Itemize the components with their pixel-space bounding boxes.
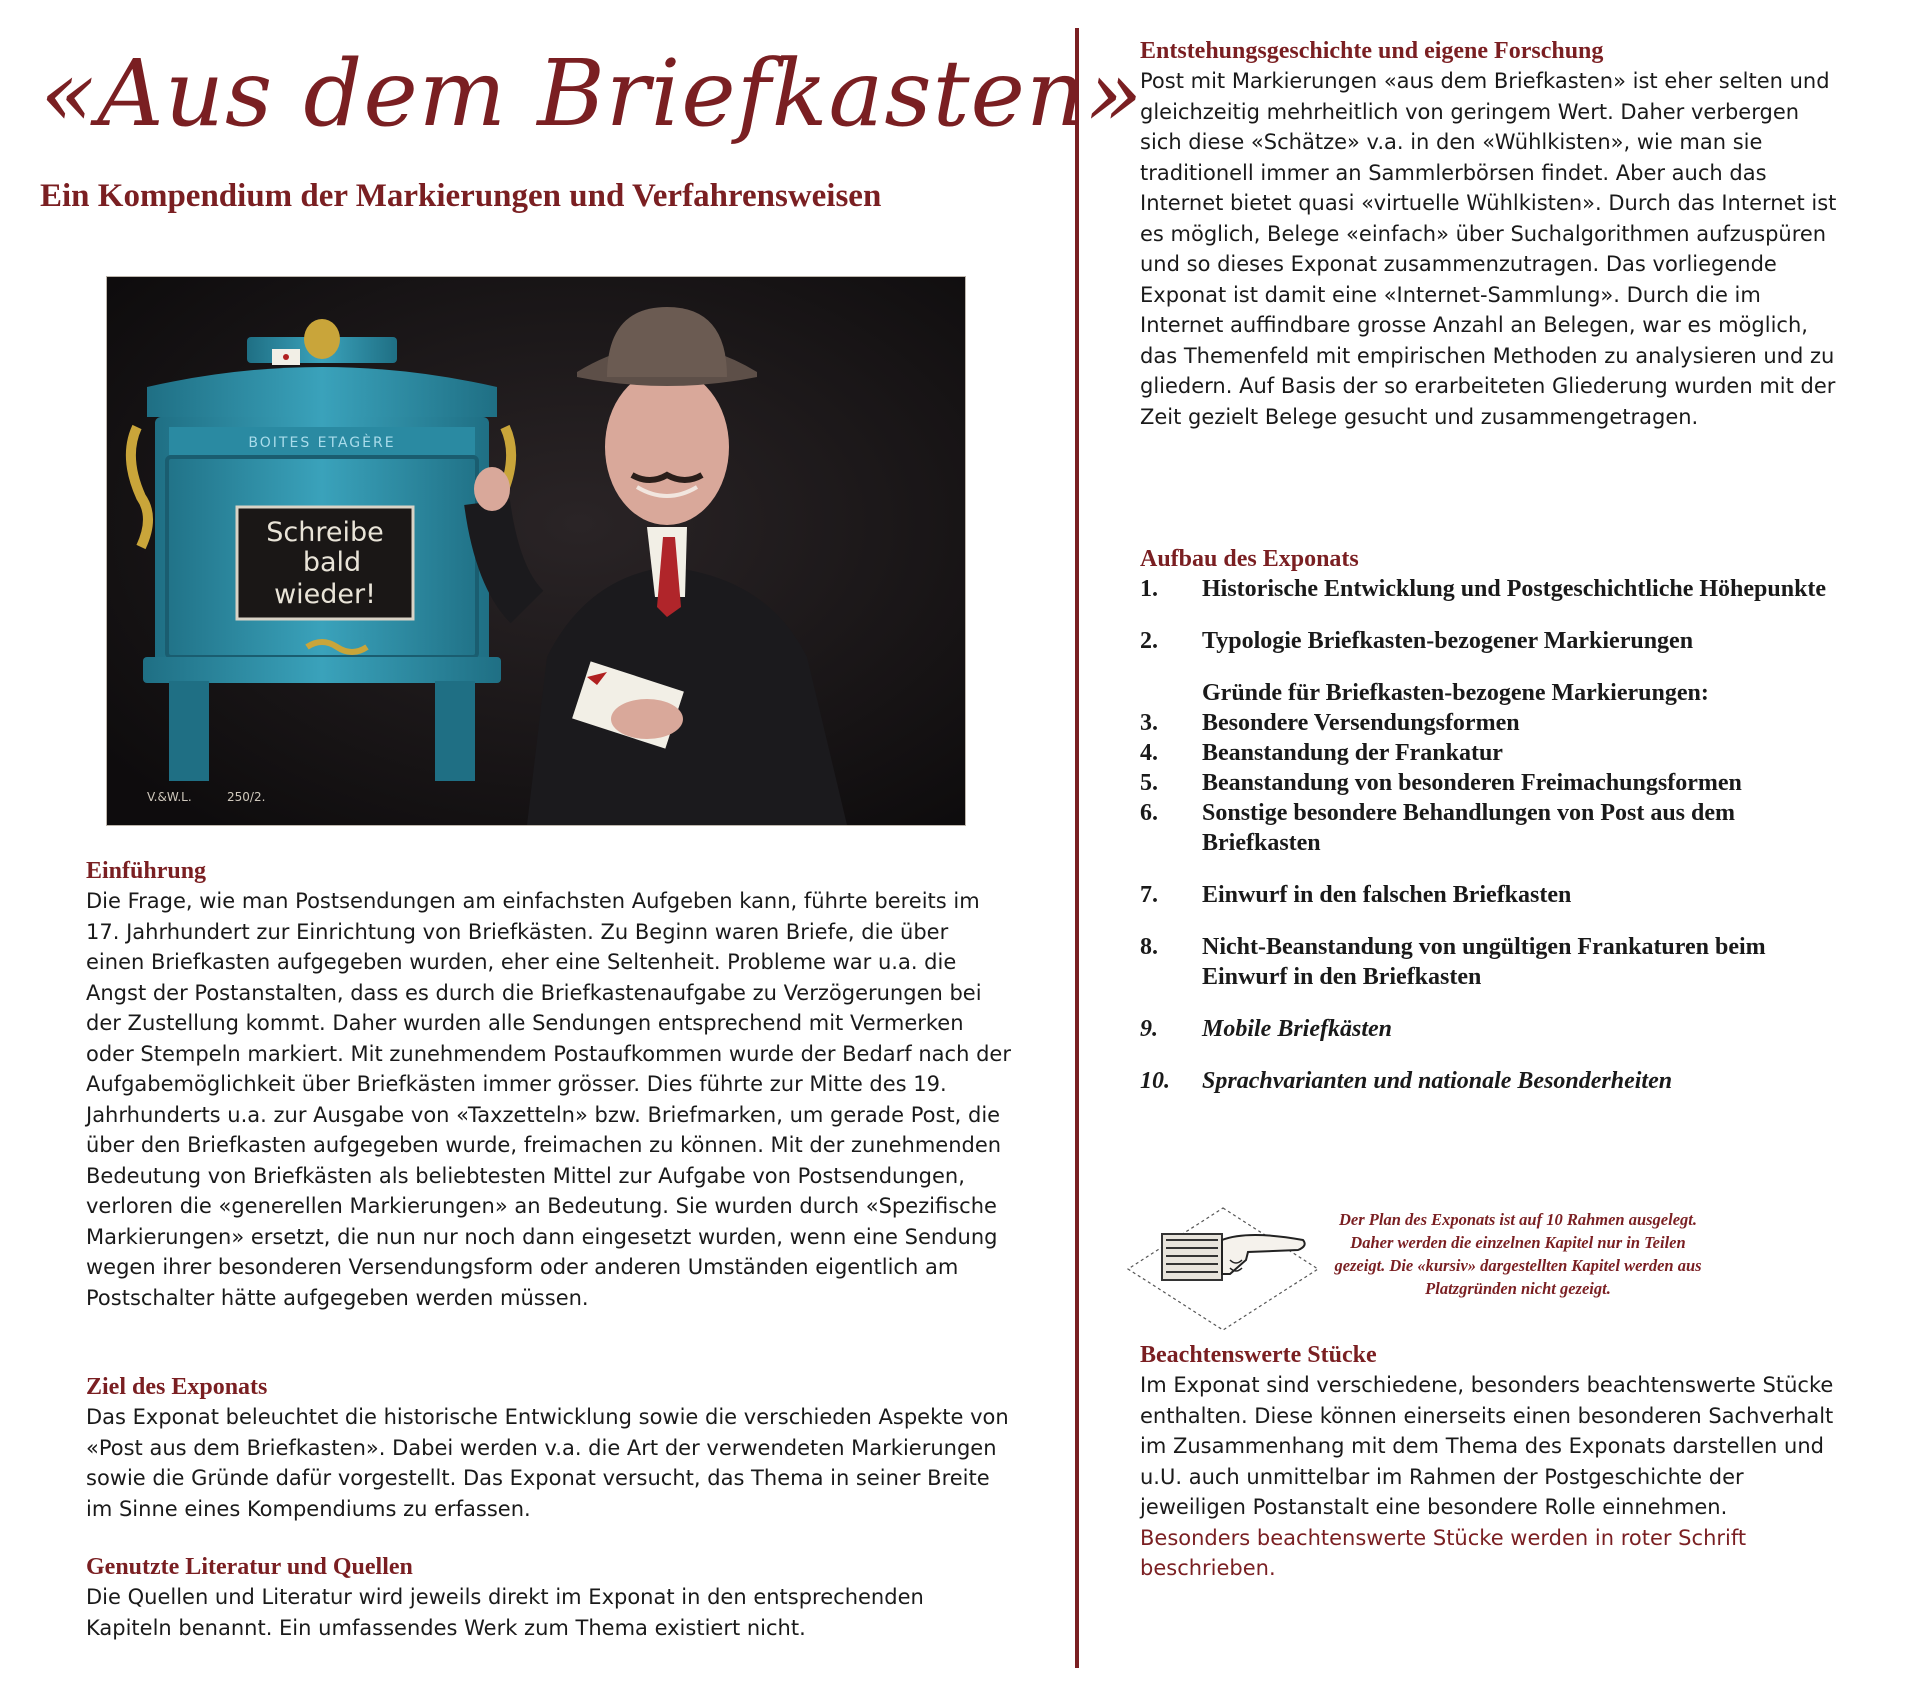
section-structure: [1140, 544, 1840, 1096]
literature-heading: Genutzte Literatur und Quellen: [86, 1554, 413, 1580]
postcard-number: 250/2.: [227, 790, 266, 804]
page-subtitle: Ein Kompendium der Markierungen und Verfahrensweisen: [40, 178, 882, 214]
mailbox-plate-text: BOITES ETAGÈRE: [248, 435, 396, 451]
column-divider: [1075, 28, 1079, 1668]
notable-heading: Beachtenswerte Stücke: [1140, 1342, 1377, 1368]
history-text: Post mit Markierungen «aus dem Briefkasten» ist eher selten und gleichzeitig mehrheitlich von geringem Wert. Daher verbergen sich diese «Schätze» v.a. in den «Wühlkisten», wie man sie traditionell immer an Sammlerbörsen findet. Aber auch das Internet bietet quasi «virtuelle Wühlkisten». Durch das Internet ist es möglich, Belege «einfach» über Suchalgorithmen aufzuspüren und so dieses Exponat zusammenzutragen. Das vorliegende Exponat ist damit eine «Internet-Sammlung». Durch die im Internet auffindbare grosse Anzahl an Belegen, war es möglich, das Themenfeld mit empirischen Methoden zu analysieren und zu gliedern. Auf Basis der so erarbeiteten Gliederung wurden mit der Zeit gezielt Belege gesucht und zusammengetragen.: [1140, 69, 1837, 429]
postcard-image: [106, 276, 966, 826]
chapter-item-5: 5. Beanstandung von besonderen Freimachungsformen: [1140, 770, 1742, 796]
sign-text-line2: bald: [302, 547, 362, 578]
chapter-item-6: 6. Sonstige besondere Behandlungen von Post aus dem Briefkasten: [1140, 800, 1735, 856]
section-history: [1140, 36, 1840, 432]
chapter-item-4: 4. Beanstandung der Frankatur: [1140, 740, 1503, 766]
literature-text: Die Quellen und Literatur wird jeweils direkt im Exponat in den entsprechenden Kapiteln benannt. Ein umfassendes Werk zum Thema existiert nicht.: [86, 1585, 924, 1640]
section-goal: [86, 1372, 1012, 1524]
goal-heading: Ziel des Exponats: [86, 1374, 268, 1400]
postcard-publisher: V.&W.L.: [147, 790, 192, 804]
intro-heading: Einführung: [86, 858, 207, 884]
pointing-hand-icon: [1118, 1200, 1328, 1338]
chapter-item-1: 1. Historische Entwicklung und Postgeschichtliche Höhepunkte: [1140, 576, 1827, 602]
page-title: «Aus dem Briefkasten»: [40, 40, 1144, 147]
chapter-item-8: 8. Nicht-Beanstandung von ungültigen Frankaturen beim Einwurf in den Briefkasten: [1140, 934, 1766, 990]
section-notable: [1140, 1340, 1840, 1584]
section-literature: [86, 1552, 1012, 1643]
chapter-item-7: 7. Einwurf in den falschen Briefkasten: [1140, 882, 1572, 908]
chapter-item-2: 2. Typologie Briefkasten-bezogener Markierungen: [1140, 628, 1694, 654]
reasons-label: Gründe für Briefkasten-bezogene Markierungen:: [1202, 680, 1709, 706]
chapter-list: [1140, 574, 1840, 1096]
section-introduction: [86, 856, 1012, 1313]
intro-text: Die Frage, wie man Postsendungen am einfachsten Aufgeben kann, führte bereits im 17. Jahrhundert zur Einrichtung von Briefkästen. Zu Beginn waren Briefe, die über einen Briefkasten aufgegeben wurden, eher eine Seltenheit. Probleme war u.a. die Angst der Postanstalten, dass es durch die Briefkastenaufgabe zu Verzögerungen bei der Zustellung kommt. Daher wurden alle Sendungen entsprechend mit Vermerken oder Stempeln markiert. Mit zunehmendem Postaufkommen wurde der Bedarf nach der Aufgabemöglichkeit über Briefkästen immer grösser. Dies führte zur Mitte des 19. Jahrhunderts u.a. zur Ausgabe von «Taxzetteln» bzw. Briefmarken, um gerade Post, die über den Briefkasten aufgegeben wurde, freimachen zu können. Mit der zunehmenden Bedeutung von Briefkästen als beliebtesten Mittel zur Aufgabe von Postsendungen, verloren die «generellen Markierungen» an Bedeutung. Sie wurden durch «Spezifische Markierungen» ersetzt, die nun nur noch dann eingesetzt wurden, wenn eine Sendung wegen ihrer besonderen Versendungsform oder anderen Umständen eigentlich am Postschalter hätte aufgegeben werden müssen.: [86, 889, 1011, 1310]
goal-text: Das Exponat beleuchtet die historische Entwicklung sowie die verschieden Aspekte von «Post aus dem Briefkasten». Dabei werden v.a. die Art der verwendeten Markierungen sowie die Gründe dafür vorgestellt. Das Exponat versucht, das Thema in seiner Breite im Sinne eines Kompendiums zu erfassen.: [86, 1405, 1009, 1521]
sign-text-line1: Schreibe: [266, 517, 384, 548]
history-heading: Entstehungsgeschichte und eigene Forschung: [1140, 38, 1604, 64]
postcard-illustration: [107, 277, 965, 825]
structure-heading: Aufbau des Exponats: [1140, 546, 1359, 572]
plan-note-text: Der Plan des Exponats ist auf 10 Rahmen ausgelegt. Daher werden die einzelnen Kapitel nur in Teilen gezeigt. Die «kursiv» dargestellten Kapitel werden aus Platzgründen nicht gezeigt.: [1334, 1210, 1702, 1298]
notable-red-text: Besonders beachtenswerte Stücke werden in roter Schrift beschrieben.: [1140, 1525, 1747, 1580]
chapter-item-10: 10. Sprachvarianten und nationale Besonderheiten: [1140, 1068, 1673, 1094]
notable-text: Im Exponat sind verschiedene, besonders beachtenswerte Stücke enthalten. Diese können einerseits einen besonderen Sachverhalt im Zusammenhang mit dem Thema des Exponats darstellen und u.U. auch unmittelbar im Rahmen der Postgeschichte der jeweiligen Postanstalt eine besondere Rolle einnehmen.: [1140, 1373, 1834, 1519]
plan-note-box: [1118, 1200, 1838, 1338]
chapter-item-3: 3. Besondere Versendungsformen: [1140, 710, 1520, 736]
sign-text-line3: wieder!: [274, 579, 376, 610]
chapter-item-9: 9. Mobile Briefkästen: [1140, 1016, 1392, 1042]
